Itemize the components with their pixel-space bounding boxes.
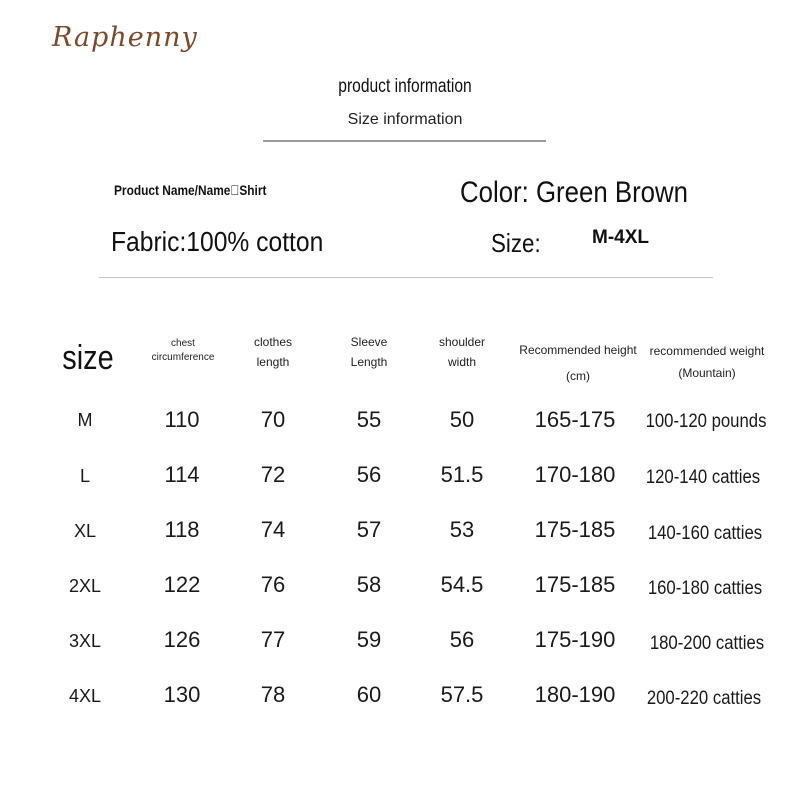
header-shoulder-line2: width: [447, 355, 476, 369]
cell-chest: 126: [163, 627, 201, 652]
cell-weight: 140-160 catties: [647, 523, 763, 544]
cell-length: 72: [260, 462, 286, 487]
product-color: Color: Green Brown: [460, 176, 688, 209]
cell-chest: 122: [163, 572, 201, 597]
cell-chest: 110: [164, 407, 200, 432]
page-subtitle: Size information: [347, 111, 463, 128]
cell-size: 3XL: [68, 631, 102, 651]
page-title: product information: [338, 76, 472, 97]
header-size: size: [62, 339, 114, 377]
header-shoulder: [439, 332, 485, 372]
cell-size: M: [77, 410, 93, 430]
cell-shoulder: 56: [449, 627, 475, 652]
info-divider: [99, 277, 713, 278]
cell-sleeve: 59: [356, 627, 382, 652]
cell-sleeve: 56: [356, 462, 382, 487]
header-chest: [152, 337, 215, 365]
cell-shoulder: 54.5: [440, 572, 484, 597]
cell-shoulder: 50: [449, 407, 475, 432]
cell-chest: 130: [163, 682, 201, 707]
cell-sleeve: 57: [356, 517, 382, 542]
header-weight-unit: (Mountain): [678, 366, 736, 380]
product-name: Product Name/Name Shirt: [114, 182, 267, 198]
cell-height: 180-190: [534, 682, 616, 707]
header-length: [254, 332, 292, 372]
cell-weight: 200-220 catties: [646, 688, 762, 709]
cell-size: XL: [73, 521, 97, 541]
header-height-unit: (cm): [566, 369, 590, 383]
cell-length: 78: [260, 682, 286, 707]
cell-sleeve: 60: [356, 682, 382, 707]
header-sleeve-line2: Length: [350, 355, 388, 369]
product-size-label: Size:: [491, 228, 541, 258]
cell-size: 2XL: [68, 576, 102, 596]
cell-height: 165-175: [534, 407, 616, 432]
header-length-line2: length: [256, 355, 290, 369]
cell-sleeve: 58: [356, 572, 382, 597]
product-fabric: Fabric:100% cotton: [111, 226, 324, 257]
cell-length: 76: [260, 572, 286, 597]
header-weight: [650, 341, 765, 383]
cell-sleeve: 55: [356, 407, 382, 432]
cell-size: L: [79, 466, 91, 486]
cell-shoulder: 57.5: [440, 682, 484, 707]
cell-weight: 180-200 catties: [649, 633, 765, 654]
header-length-line1: clothes: [253, 335, 293, 349]
brand-logo: Raphenny: [52, 22, 198, 53]
cell-shoulder: 53: [449, 517, 475, 542]
header-shoulder-line1: shoulder: [438, 335, 486, 349]
cell-height: 175-190: [534, 627, 616, 652]
header-height-line1: Recommended height: [519, 343, 637, 357]
cell-weight: 100-120 pounds: [645, 411, 767, 432]
header-chest-line1: chest: [171, 338, 195, 349]
cell-height: 175-185: [534, 517, 616, 542]
cell-length: 77: [260, 627, 286, 652]
cell-weight: 120-140 catties: [645, 467, 761, 488]
header-divider: [263, 140, 546, 142]
cell-length: 70: [260, 407, 286, 432]
cell-chest: 118: [164, 517, 200, 542]
header-chest-line2: circumference: [151, 352, 215, 363]
cell-height: 170-180: [534, 462, 616, 487]
header-weight-line1: recommended weight: [649, 344, 765, 358]
cell-chest: 114: [164, 462, 200, 487]
cell-size: 4XL: [68, 686, 102, 706]
product-size-value: M-4XL: [592, 227, 649, 248]
cell-height: 175-185: [534, 572, 616, 597]
cell-shoulder: 51.5: [440, 462, 484, 487]
cell-weight: 160-180 catties: [647, 578, 763, 599]
cell-length: 74: [260, 517, 286, 542]
header-height: [519, 340, 636, 386]
header-sleeve-line1: Sleeve: [350, 335, 388, 349]
header-sleeve: [351, 332, 388, 372]
